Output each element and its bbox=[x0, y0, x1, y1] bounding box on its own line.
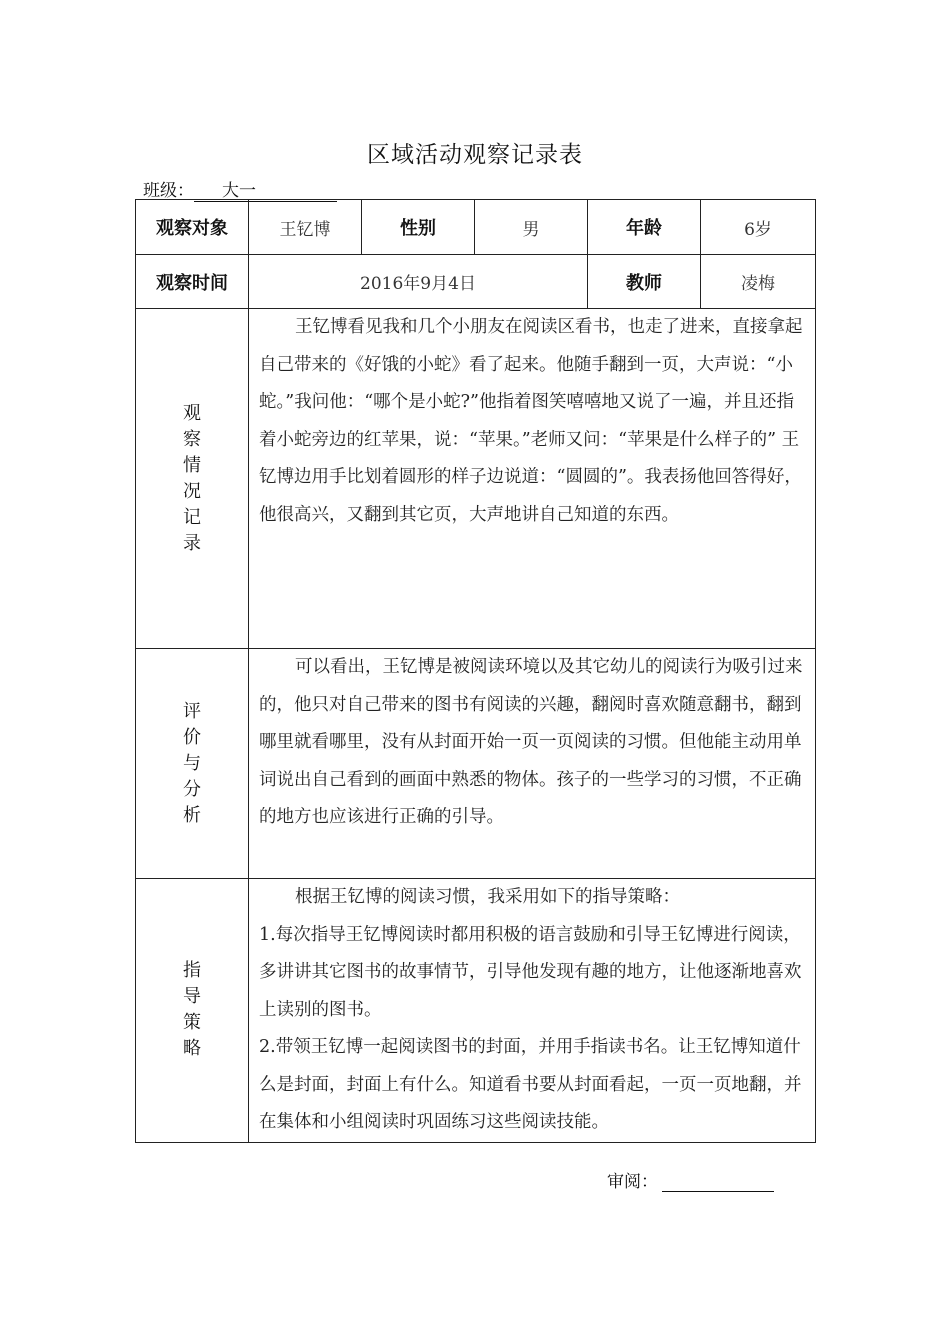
evaluation-text: 可以看出，王钇博是被阅读环境以及其它幼儿的阅读行为吸引过来的，他只对自己带来的图书有阅读的兴趣，翻阅时喜欢随意翻书，翻到哪里就看哪里，没有从封面开始一页一页阅读的习惯。但他能主动用单词说出自己看到的画面中熟悉的物体。孩子的一些学习的习惯，不正确的地方也应该进行正确的引导。 bbox=[259, 657, 803, 827]
evaluation-label-char: 与 bbox=[183, 752, 201, 774]
evaluation-section-label bbox=[136, 649, 249, 879]
observation-label-char: 察 bbox=[183, 428, 201, 450]
observation-record bbox=[249, 309, 816, 649]
observation-label-char: 记 bbox=[183, 506, 201, 528]
observation-label-char: 录 bbox=[183, 532, 201, 554]
guidance-intro: 根据王钇博的阅读习惯，我采用如下的指导策略： bbox=[295, 887, 680, 907]
time-value: 2016年9月4日 bbox=[249, 255, 588, 309]
evaluation-label-char: 价 bbox=[183, 726, 201, 748]
subject-label: 观察对象 bbox=[136, 200, 249, 255]
review-signature bbox=[607, 1167, 774, 1192]
evaluation-label-char: 分 bbox=[183, 778, 201, 800]
teacher-label: 教师 bbox=[588, 255, 701, 309]
guidance-section-label bbox=[136, 879, 249, 1143]
observation-label-char: 情 bbox=[183, 454, 201, 476]
observation-label-char: 观 bbox=[183, 402, 201, 424]
review-label: 审阅： bbox=[607, 1172, 658, 1192]
table-row-subject bbox=[136, 200, 816, 255]
guidance-label-char: 策 bbox=[183, 1012, 201, 1034]
observation-text: 王钇博看见我和几个小朋友在阅读区看书，也走了进来，直接拿起自己带来的《好饿的小蛇》看了起来。他随手翻到一页，大声说：“小蛇。”我问他：“哪个是小蛇?”他指着图笑嘻嘻地又说了一遍，并且还指着小蛇旁边的红苹果，说：“苹果。”老师又问：“苹果是什么样子的” 王钇博边用手比划着圆形的样子边说道：“圆圆的”。我表扬他回答得好，他很高兴，又翻到其它页，大声地讲自己知道的东西。 bbox=[259, 317, 803, 525]
time-label: 观察时间 bbox=[136, 255, 249, 309]
review-signature-line bbox=[662, 1173, 774, 1192]
guidance-label-char: 指 bbox=[183, 960, 201, 982]
table-row-evaluation bbox=[136, 649, 816, 879]
guidance-label-char: 略 bbox=[183, 1038, 201, 1060]
observation-table bbox=[135, 199, 816, 1143]
class-value: 大一 bbox=[194, 181, 337, 202]
guidance-item-1: 1.每次指导王钇博阅读时都用积极的语言鼓励和引导王钇博进行阅读，多讲讲其它图书的故事情节，引导他发现有趣的地方，让他逐渐地喜欢上读别的图书。 bbox=[259, 924, 802, 1020]
age-value: 6岁 bbox=[701, 200, 816, 255]
page-title: 区域活动观察记录表 bbox=[367, 142, 583, 168]
teacher-value: 凌梅 bbox=[701, 255, 816, 309]
observation-section-label bbox=[136, 309, 249, 649]
evaluation-label-char: 析 bbox=[183, 804, 201, 826]
table-row-guidance bbox=[136, 879, 816, 1143]
table-row-time bbox=[136, 255, 816, 309]
guidance-strategy bbox=[249, 879, 816, 1143]
evaluation-analysis bbox=[249, 649, 816, 879]
guidance-item-2: 2.带领王钇博一起阅读图书的封面，并用手指读书名。让王钇博知道什么是封面，封面上有什么。知道看书要从封面看起，一页一页地翻，并在集体和小组阅读时巩固练习这些阅读技能。 bbox=[259, 1037, 802, 1132]
gender-value: 男 bbox=[475, 200, 588, 255]
subject-value: 王钇博 bbox=[249, 200, 362, 255]
table-row-observation bbox=[136, 309, 816, 649]
observation-label-char: 况 bbox=[183, 480, 201, 502]
gender-label: 性别 bbox=[362, 200, 475, 255]
age-label: 年龄 bbox=[588, 200, 701, 255]
class-label: 班级： bbox=[143, 181, 194, 201]
guidance-label-char: 导 bbox=[183, 986, 201, 1008]
evaluation-label-char: 评 bbox=[183, 700, 201, 722]
